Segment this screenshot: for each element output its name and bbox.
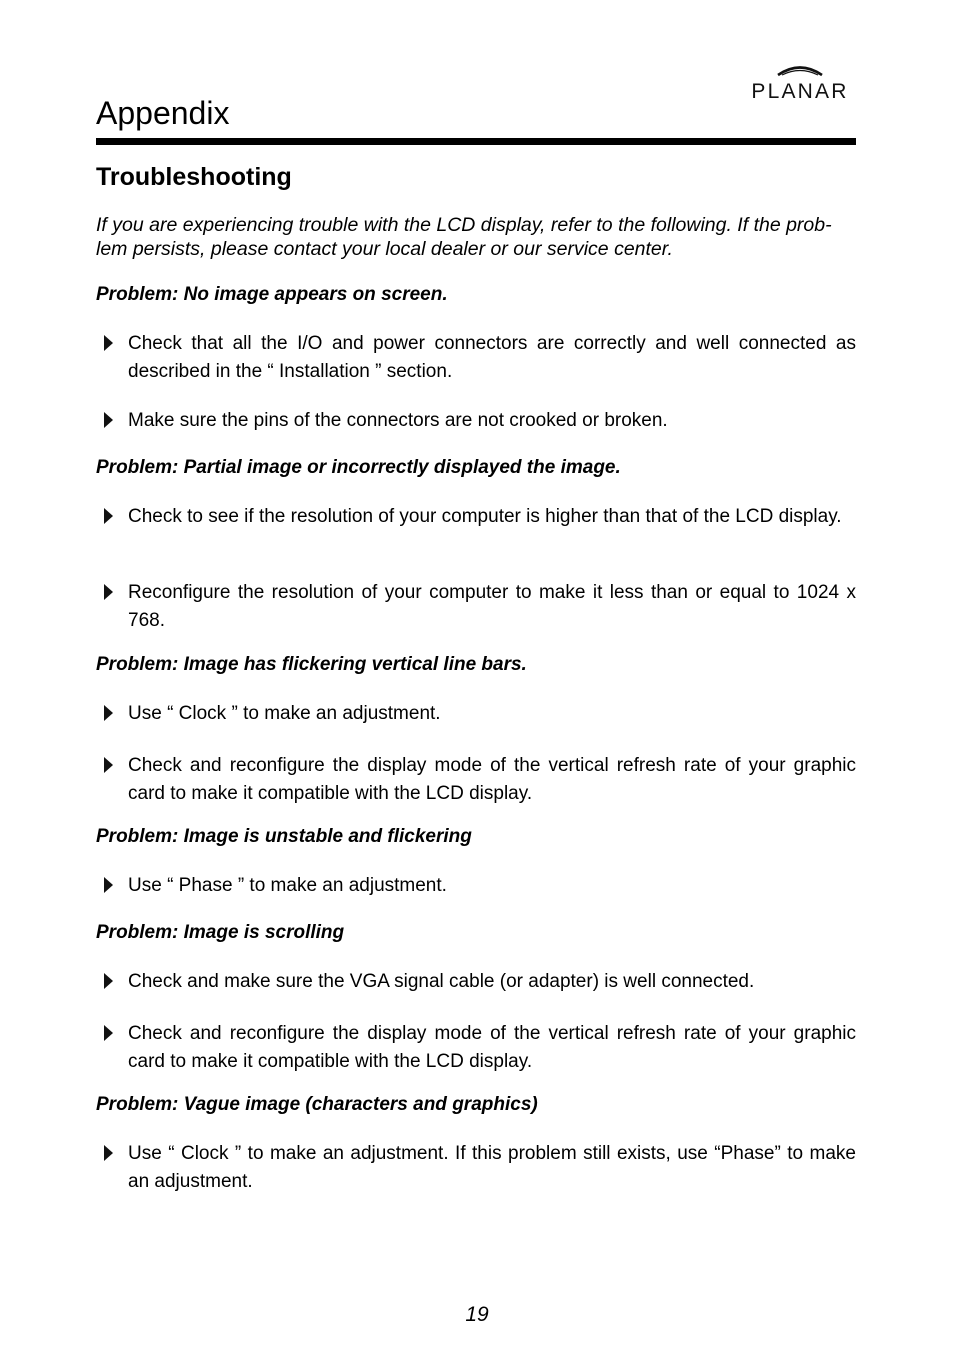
list-item (104, 872, 856, 900)
section-title: Appendix (96, 95, 230, 131)
bullet-arrow-icon (104, 877, 113, 893)
problem-title: Problem: Image has flickering vertical line bars. (96, 654, 527, 675)
list-item (104, 968, 856, 996)
page-number: 19 (465, 1303, 489, 1326)
list-item-text: Check and reconfigure the display mode of the vertical refresh rate of your graphic card to make it compatible with the LCD display. (128, 755, 856, 804)
problem-title: Problem: Image is unstable and flickering (96, 826, 472, 847)
list-item-text: Check and make sure the VGA signal cable (or adapter) is well connected. (128, 971, 755, 992)
bullet-arrow-icon (104, 412, 113, 428)
list-item (104, 1020, 856, 1076)
list-item-text: Check and reconfigure the display mode of the vertical refresh rate of your graphic card to make it compatible with the LCD display. (128, 1023, 856, 1072)
bullet-arrow-icon (104, 705, 113, 721)
logo-wordmark: PLANAR (751, 80, 849, 103)
bullet-arrow-icon (104, 335, 113, 351)
problem-title: Problem: No image appears on screen. (96, 284, 448, 305)
logo-swoosh-icon (742, 62, 858, 80)
list-item (104, 579, 856, 635)
bullet-arrow-icon (104, 508, 113, 524)
bullet-arrow-icon (104, 1025, 113, 1041)
list-item (104, 752, 856, 808)
list-item-text: Use “ Phase ” to make an adjustment. (128, 875, 447, 896)
bullet-arrow-icon (104, 757, 113, 773)
bullet-arrow-icon (104, 1145, 113, 1161)
list-item-text: Reconfigure the resolution of your computer to make it less than or equal to 1024 x 768. (128, 582, 856, 631)
intro-paragraph: If you are experiencing trouble with the LCD display, refer to the following. If the prob- lem persists, please contact your local dealer or our service center. (96, 214, 832, 260)
problem-title: Problem: Image is scrolling (96, 922, 345, 943)
list-item-text: Use “ Clock ” to make an adjustment. If this problem still exists, use “Phase” to make an adjustment. (128, 1143, 856, 1192)
list-item-text: Check to see if the resolution of your computer is higher than that of the LCD display. (128, 506, 842, 527)
problem-title: Problem: Vague image (characters and graphics) (96, 1094, 538, 1115)
bullet-arrow-icon (104, 584, 113, 600)
list-item (104, 700, 856, 728)
list-item (104, 407, 856, 435)
list-item (104, 330, 856, 386)
list-item (104, 1140, 856, 1196)
list-item (104, 503, 856, 531)
header-rule (96, 138, 856, 145)
planar-logo (742, 62, 858, 102)
list-item-text: Use “ Clock ” to make an adjustment. (128, 703, 441, 724)
list-item-text: Check that all the I/O and power connectors are correctly and well connected as described in the “ Installation ” section. (128, 333, 856, 382)
list-item-text: Make sure the pins of the connectors are not crooked or broken. (128, 410, 668, 431)
page-heading: Troubleshooting (96, 163, 292, 191)
problem-title: Problem: Partial image or incorrectly displayed the image. (96, 457, 621, 478)
bullet-arrow-icon (104, 973, 113, 989)
